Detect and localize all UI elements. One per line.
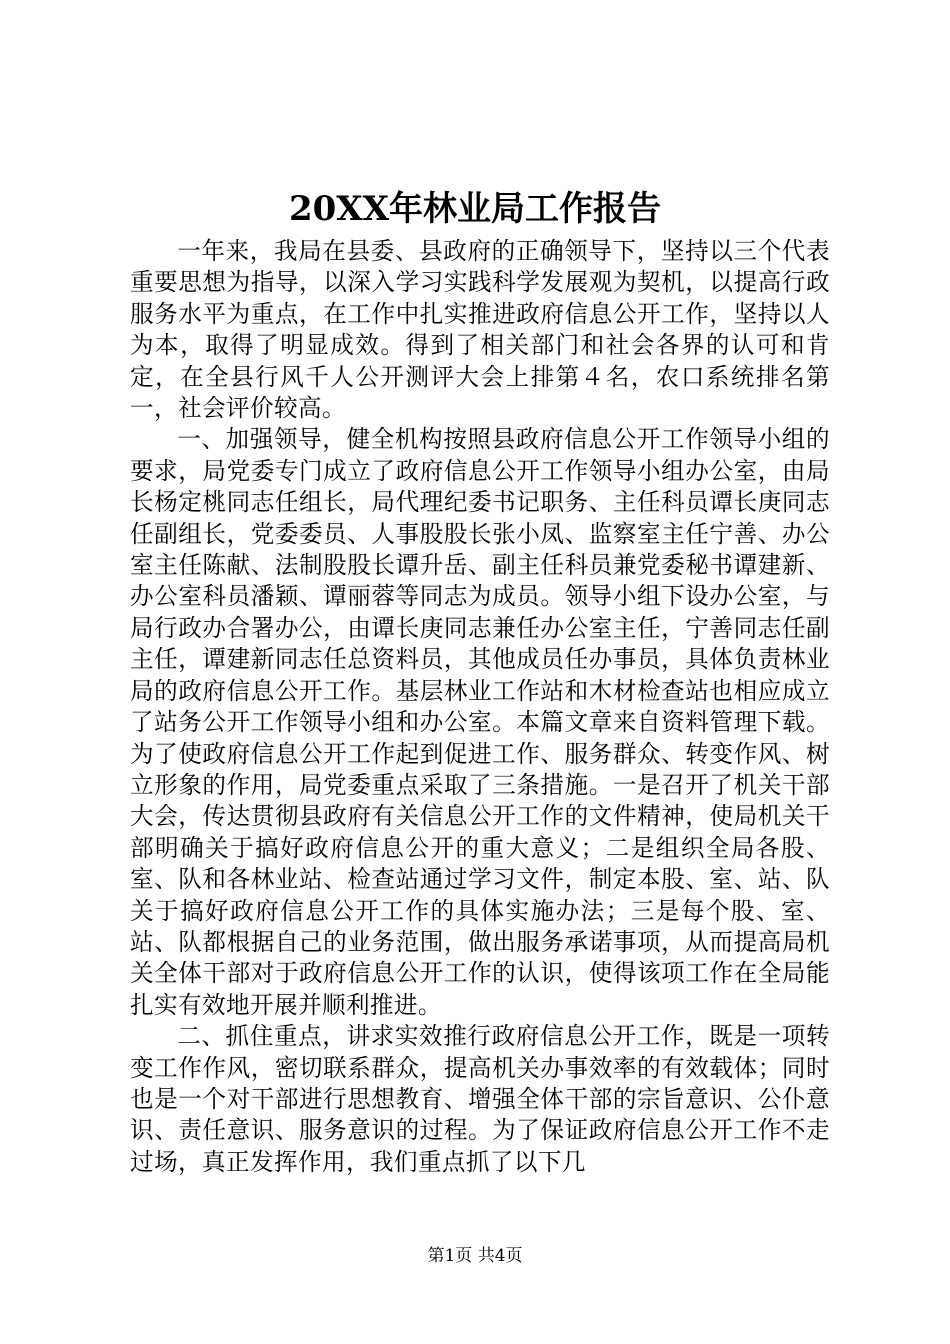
paragraph-section-2: 二、抓住重点，讲求实效推行政府信息公开工作，既是一项转变工作作风，密切联系群众，提高机关办事效率的有效载体；同时也是一个对干部进行思想教育、增强全体干部的宗旨意识、公仆意识、责任意识、服务意识的过程。为了保证政府信息公开工作不走过场，真正发挥作用，我们重点抓了以下几	[130, 1022, 830, 1176]
paragraph-intro: 一年来，我局在县委、县政府的正确领导下，坚持以三个代表重要思想为指导，以深入学习实践科学发展观为契机，以提高行政服务水平为重点，在工作中扎实推进政府信息公开工作，坚持以人为本，取得了明显成效。得到了相关部门和社会各界的认可和肯定，在全县行风千人公开测评大会上排第４名，农口系统排名第一，社会评价较高。	[130, 237, 830, 423]
page-footer: 第1页 共4页	[427, 1246, 523, 1266]
document-title: 20XX年林业局工作报告	[288, 189, 662, 229]
paragraph-section-1: 一、加强领导，健全机构按照县政府信息公开工作领导小组的要求，局党委专门成立了政府信息公开工作领导小组办公室，由局长杨定桃同志任组长，局代理纪委书记职务、主任科员谭长庚同志任副组长，党委委员、人事股股长张小凤、监察室主任宁善、办公室主任陈献、法制股股长谭升岳、副主任科员兼党委秘书谭建新、办公室科员潘颖、谭丽蓉等同志为成员。领导小组下设办公室，与局行政办合署办公，由谭长庚同志兼任办公室主任，宁善同志任副主任，谭建新同志任总资料员，其他成员任办事员，具体负责林业局的政府信息公开工作。基层林业工作站和木材检查站也相应成立了站务公开工作领导小组和办公室。本篇文章来自资料管理下载。为了使政府信息公开工作起到促进工作、服务群众、转变作风、树立形象的作用，局党委重点采取了三条措施。一是召开了机关干部大会，传达贯彻县政府有关信息公开工作的文件精神，使局机关干部明确关于搞好政府信息公开的重大意义；二是组织全局各股、室、队和各林业站、检查站通过学习文件，制定本股、室、站、队关于搞好政府信息公开工作的具体实施办法；三是每个股、室、站、队都根据自己的业务范围，做出服务承诺事项，从而提高局机关全体干部对于政府信息公开工作的认识，使得该项工作在全局能扎实有效地开展并顺利推进。	[130, 425, 830, 1019]
document-body	[130, 236, 830, 1178]
